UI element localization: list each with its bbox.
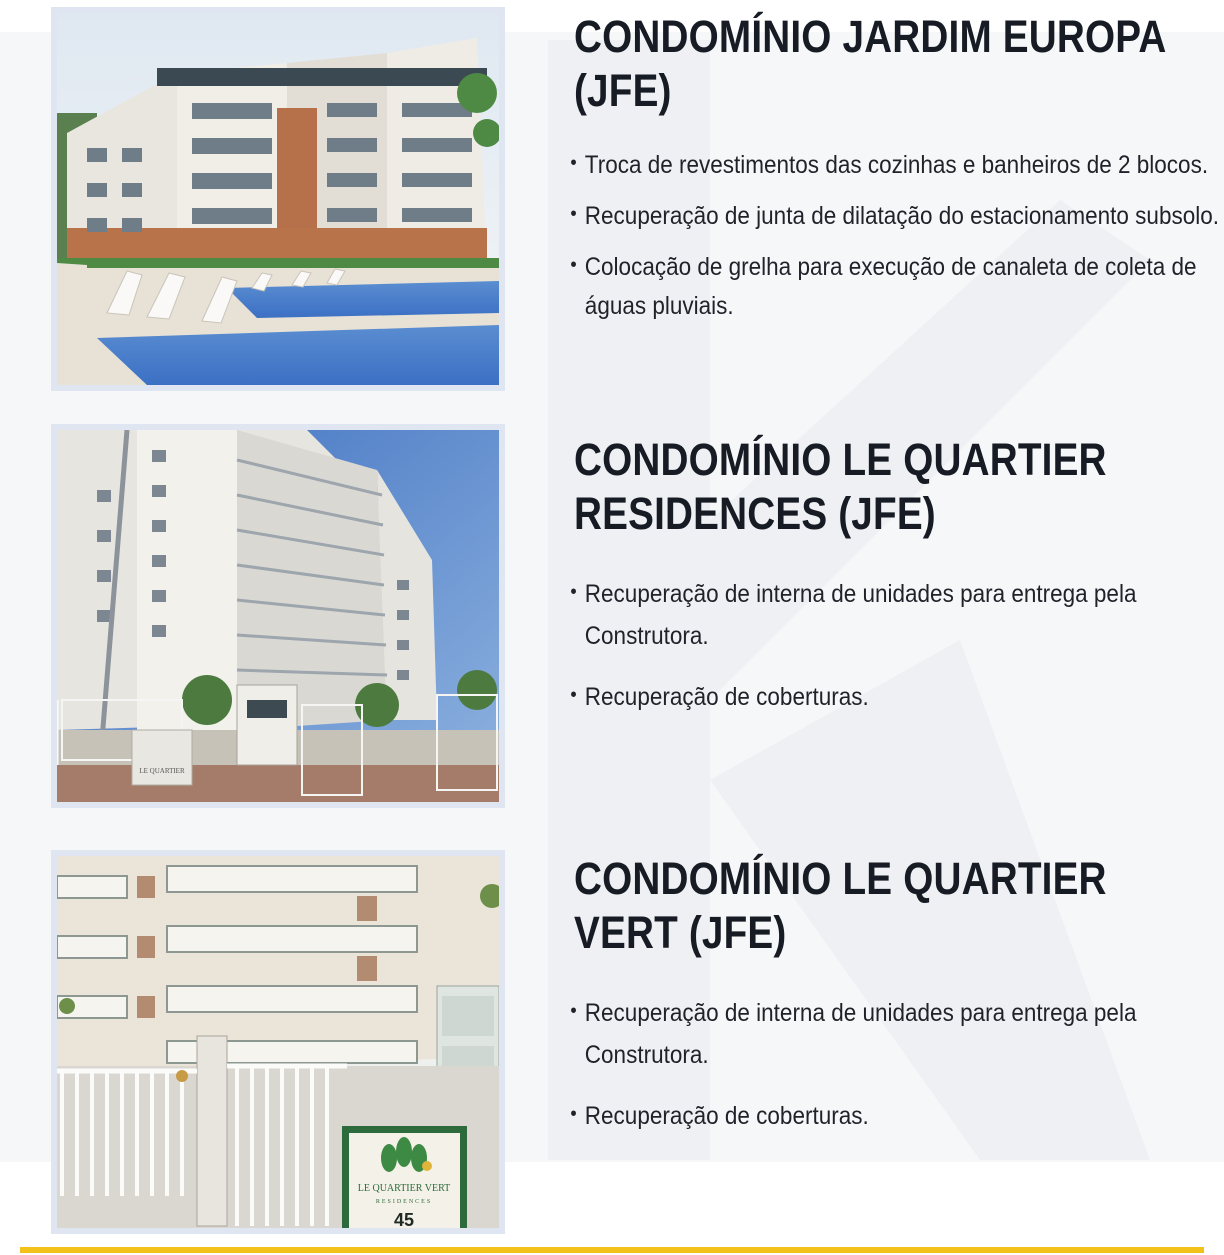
sign-le-quartier-vert: LE QUARTIER VERT [357,1183,451,1194]
bullet-list [574,146,1219,326]
list-item: • Recuperação de interna de unidades para entrega pela Construtora. [574,573,1219,657]
project-title: CONDOMÍNIO LE QUARTIER VERT (JFE) [574,853,1107,958]
photo-le-quartier-vert [51,850,505,1234]
list-item: • Recuperação de interna de unidades para entrega pela Construtora. [574,992,1219,1076]
photo-le-quartier-residences [51,424,505,808]
list-item: • Colocação de grelha para execução de canaleta de coleta de águas pluviais. [574,248,1219,326]
sign-le-quartier: LE QUARTIER [139,767,185,775]
list-item: • Troca de revestimentos das cozinhas e banheiros de 2 blocos. [574,146,1219,185]
project-jardim-europa [574,10,1219,338]
project-title: CONDOMÍNIO LE QUARTIER RESIDENCES (JFE) [574,434,1107,539]
bullet-list [574,992,1214,1137]
bottom-accent-rule [20,1247,1204,1253]
list-item: • Recuperação de coberturas. [574,676,1219,718]
list-item: • Recuperação de coberturas. [574,1095,1219,1137]
photo-jardim-europa [51,7,505,391]
project-le-quartier-residences [574,433,1214,737]
project-title: CONDOMÍNIO JARDIM EUROPA (JFE) [574,11,1166,116]
project-le-quartier-vert [574,852,1214,1156]
sign-residences: RESIDENCES [375,1199,433,1205]
bullet-list [574,573,1214,718]
list-item: • Recuperação de junta de dilatação do estacionamento subsolo. [574,197,1219,236]
sign-number: 45 [393,1210,415,1228]
